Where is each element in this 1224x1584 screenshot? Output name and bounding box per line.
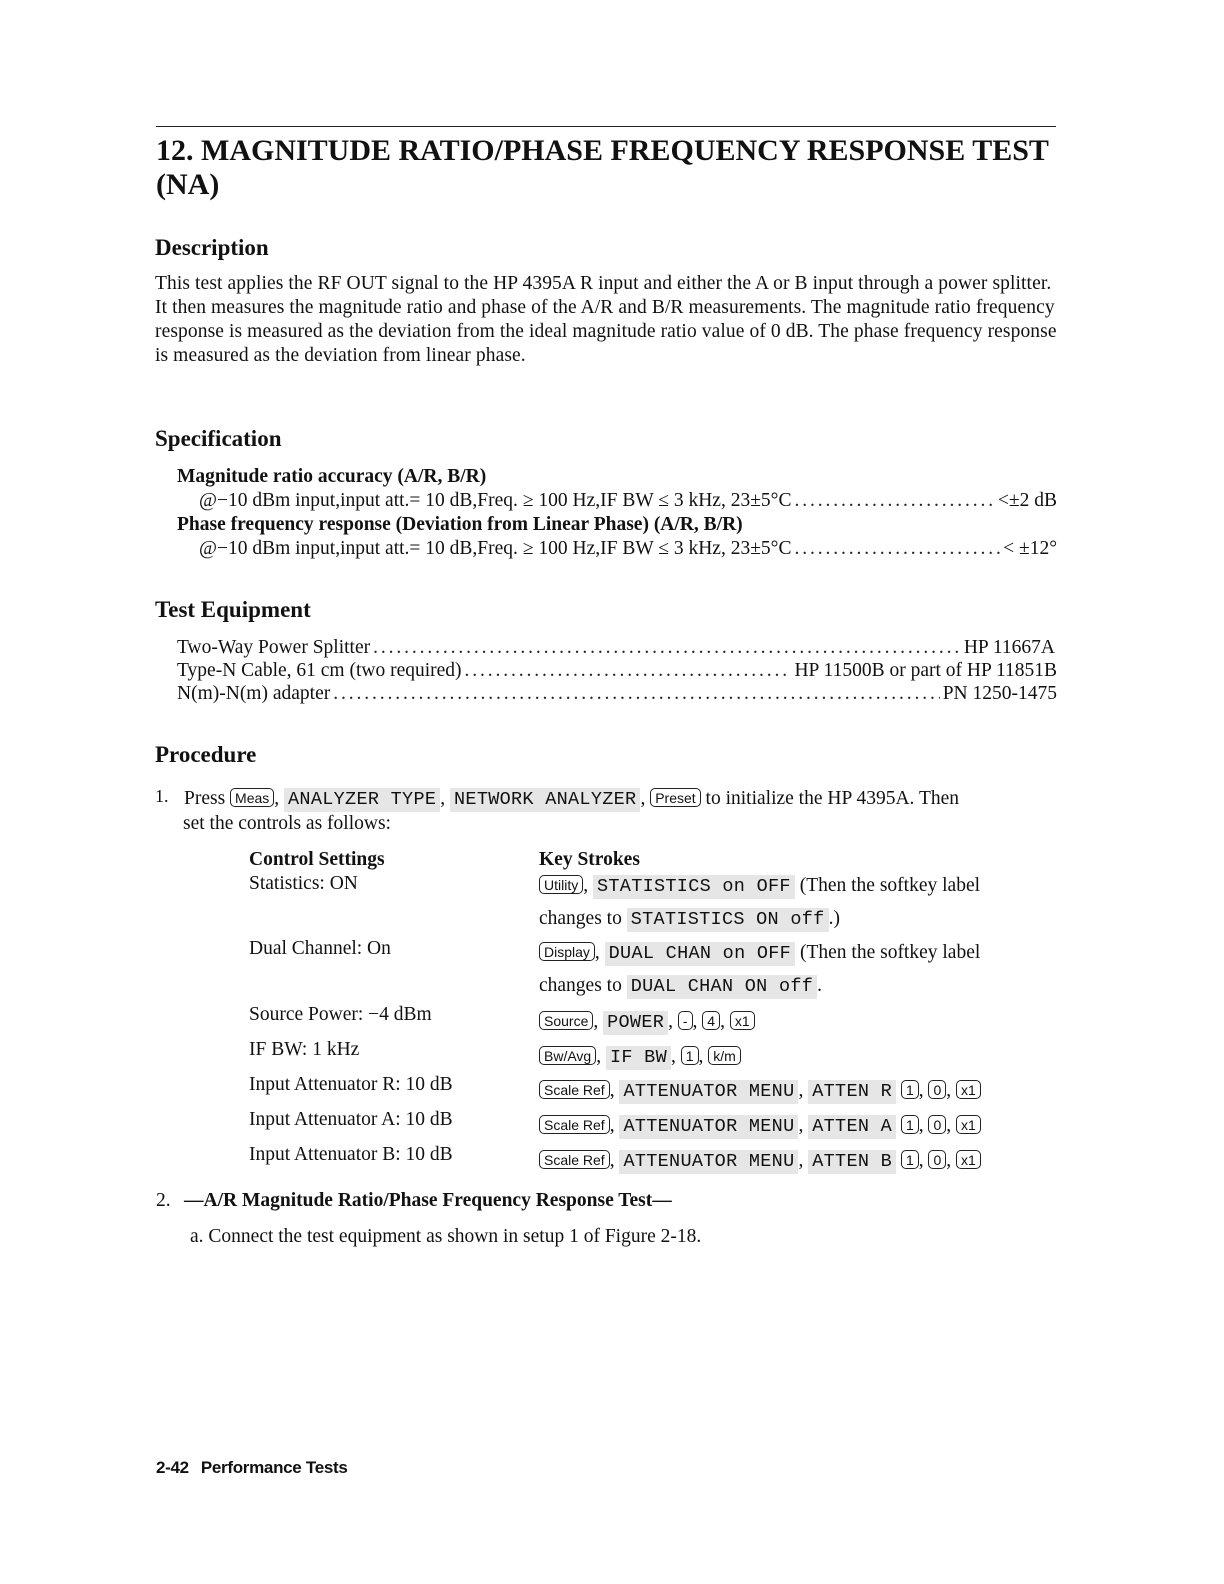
page-footer (156, 1458, 348, 1478)
source-key[interactable]: Source (539, 1011, 593, 1030)
statistics-end: .) (828, 908, 840, 929)
dual-chan-on-softkey[interactable]: DUAL CHAN ON off (627, 975, 817, 999)
control-settings-header: Control Settings (249, 849, 385, 870)
dual-chan-note: (Then the softkey label (799, 942, 981, 963)
step-2-heading: —A/R Magnitude Ratio/Phase Frequency Response Test— (184, 1190, 672, 1211)
equipment-part: HP 11667A (963, 637, 1055, 658)
spec-1-name: Magnitude ratio accuracy (A/R, B/R) (177, 466, 487, 487)
dot-leader (465, 659, 792, 683)
equipment-name: N(m)-N(m) adapter (177, 683, 331, 704)
keys-source-power: Source , POWER , - , 4 , x1 (539, 1010, 755, 1035)
k-m-key[interactable]: k/m (708, 1046, 741, 1065)
spec-2-row (199, 537, 1057, 561)
setting-atten-b: Input Attenuator B: 10 dB (249, 1144, 453, 1165)
step-1-number: 1. (155, 786, 169, 806)
power-softkey[interactable]: POWER (603, 1011, 668, 1035)
digit-1-key[interactable]: 1 (901, 1115, 919, 1134)
step-1-line-2: set the controls as follows: (183, 813, 391, 834)
meas-key[interactable]: Meas (230, 788, 274, 807)
equipment-part: PN 1250-1475 (942, 683, 1057, 704)
setting-source-power: Source Power: −4 dBm (249, 1004, 432, 1025)
spec-1-value: <±2 dB (997, 490, 1057, 511)
step-1-line: Press Meas , ANALYZER TYPE , NETWORK ANALYZER , Preset to initialize the HP 4395A. Then (184, 788, 960, 810)
equipment-part: HP 11500B or part of HP 11851B (794, 660, 1057, 681)
spec-2-value: < ±12° (1003, 538, 1057, 559)
if-bw-softkey[interactable]: IF BW (606, 1046, 671, 1070)
title-rule (156, 126, 1056, 127)
key-strokes-header: Key Strokes (539, 849, 640, 870)
digit-1-key[interactable]: 1 (901, 1150, 919, 1169)
spec-1-row (199, 489, 1057, 513)
dot-leader (794, 537, 1000, 561)
page-title: 12. MAGNITUDE RATIO/PHASE FREQUENCY RESPONSE TEST (NA) (156, 134, 1049, 201)
preset-key[interactable]: Preset (650, 788, 700, 807)
minus-key[interactable]: - (678, 1011, 693, 1030)
x1-key[interactable]: x1 (956, 1080, 981, 1099)
dot-leader (333, 682, 939, 706)
network-analyzer-softkey[interactable]: NETWORK ANALYZER (450, 788, 640, 812)
test-equipment-heading: Test Equipment (155, 597, 311, 622)
procedure-heading: Procedure (155, 742, 257, 767)
spec-1-condition: @−10 dBm input,input att.= 10 dB,Freq. ≥ 100 Hz,IF BW ≤ 3 kHz, 23±5°C (199, 490, 792, 511)
press-text: Press (184, 788, 226, 809)
dual-chan-end: . (817, 975, 823, 996)
atten-r-softkey[interactable]: ATTEN R (808, 1080, 896, 1104)
page-number: 2-42 (156, 1458, 189, 1477)
description-text: This test applies the RF OUT signal to the HP 4395A R input and either the A or B input through a power splitter. It then measures the magnitude ratio and phase of the A/R and B/R measurements. The magnitude ratio frequency response is measured as the deviation from the ideal magnitude ratio value of 0 dB. The phase frequency response is measured as the deviation from linear phase. (155, 273, 1057, 366)
setting-if-bw: IF BW: 1 kHz (249, 1039, 360, 1060)
scale-ref-key[interactable]: Scale Ref (539, 1115, 610, 1134)
equipment-name: Type-N Cable, 61 cm (two required) (177, 660, 462, 681)
specification-heading: Specification (155, 426, 282, 451)
digit-0-key[interactable]: 0 (928, 1080, 946, 1099)
keys-atten-b: Scale Ref , ATTENUATOR MENU , ATTEN B 1 , 0 , x1 (539, 1149, 981, 1174)
keys-dual-channel-2 (539, 974, 822, 999)
dot-leader (373, 636, 961, 660)
setting-statistics: Statistics: ON (249, 873, 358, 894)
x1-key[interactable]: x1 (730, 1011, 755, 1030)
equipment-row (177, 659, 1057, 683)
attenuator-menu-softkey[interactable]: ATTENUATOR MENU (619, 1080, 798, 1104)
equipment-name: Two-Way Power Splitter (177, 637, 371, 658)
equipment-row (177, 682, 1057, 706)
digit-4-key[interactable]: 4 (702, 1011, 720, 1030)
equipment-row (177, 636, 1055, 660)
keys-atten-r: Scale Ref , ATTENUATOR MENU , ATTEN R 1 , 0 , x1 (539, 1079, 981, 1104)
utility-key[interactable]: Utility (539, 875, 583, 894)
bw-avg-key[interactable]: Bw/Avg (539, 1046, 596, 1065)
keys-dual-channel: Display , DUAL CHAN on OFF (Then the softkey label (539, 941, 980, 966)
step-1-tail: to initialize the HP 4395A. Then (705, 788, 960, 809)
statistics-on-softkey[interactable]: STATISTICS ON off (627, 908, 829, 932)
dual-chan-changes: changes to (539, 975, 622, 996)
statistics-note: (Then the softkey label (799, 875, 981, 896)
display-key[interactable]: Display (539, 942, 595, 961)
spec-2-name: Phase frequency response (Deviation from Linear Phase) (A/R, B/R) (177, 514, 743, 535)
section-name: Performance Tests (200, 1458, 348, 1477)
statistics-softkey[interactable]: STATISTICS on OFF (593, 875, 795, 899)
scale-ref-key[interactable]: Scale Ref (539, 1150, 610, 1169)
digit-0-key[interactable]: 0 (928, 1115, 946, 1134)
digit-0-key[interactable]: 0 (928, 1150, 946, 1169)
atten-b-softkey[interactable]: ATTEN B (808, 1150, 896, 1174)
x1-key[interactable]: x1 (956, 1115, 981, 1134)
step-2a-text: a. Connect the test equipment as shown in setup 1 of Figure 2-18. (190, 1226, 702, 1247)
digit-1-key[interactable]: 1 (681, 1046, 699, 1065)
atten-a-softkey[interactable]: ATTEN A (808, 1115, 896, 1139)
keys-statistics: Utility , STATISTICS on OFF (Then the softkey label (539, 874, 980, 899)
digit-1-key[interactable]: 1 (901, 1080, 919, 1099)
keys-statistics-2 (539, 907, 840, 932)
setting-dual-channel: Dual Channel: On (249, 938, 391, 959)
x1-key[interactable]: x1 (956, 1150, 981, 1169)
setting-atten-r: Input Attenuator R: 10 dB (249, 1074, 453, 1095)
description-heading: Description (155, 235, 269, 260)
dual-chan-softkey[interactable]: DUAL CHAN on OFF (605, 942, 795, 966)
statistics-changes: changes to (539, 908, 622, 929)
spec-2-condition: @−10 dBm input,input att.= 10 dB,Freq. ≥ 100 Hz,IF BW ≤ 3 kHz, 23±5°C (199, 538, 792, 559)
dot-leader (794, 489, 994, 513)
attenuator-menu-softkey[interactable]: ATTENUATOR MENU (619, 1115, 798, 1139)
keys-if-bw: Bw/Avg , IF BW , 1 , k/m (539, 1045, 741, 1070)
step-2-number: 2. (156, 1190, 171, 1211)
setting-atten-a: Input Attenuator A: 10 dB (249, 1109, 453, 1130)
attenuator-menu-softkey[interactable]: ATTENUATOR MENU (619, 1150, 798, 1174)
scale-ref-key[interactable]: Scale Ref (539, 1080, 610, 1099)
analyzer-type-softkey[interactable]: ANALYZER TYPE (284, 788, 440, 812)
keys-atten-a: Scale Ref , ATTENUATOR MENU , ATTEN A 1 , 0 , x1 (539, 1114, 981, 1139)
